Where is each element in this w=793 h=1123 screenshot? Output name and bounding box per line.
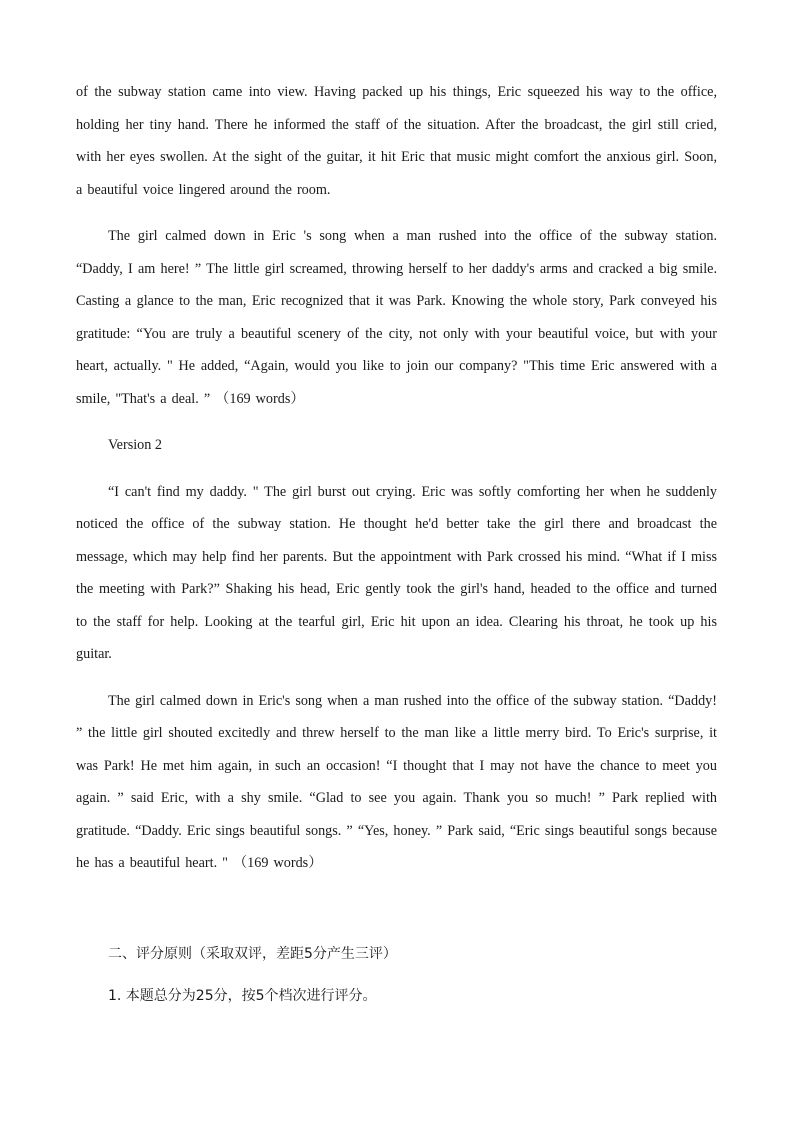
paragraph-gap — [76, 970, 717, 980]
paragraph-gap — [76, 206, 717, 220]
paragraph-gap — [76, 671, 717, 685]
essay-paragraph-3: “I can't find my daddy. " The girl burst out crying. Eric was softly comforting her when he suddenly noticed the office of the subway station. He thought he'd better take the girl there and broadcast the message, which may help find her parents. But the appointment with Park crossed his mind. “What if I miss the meeting with Park?” Shaking his head, Eric gently took the girl's hand, headed to the office and turned to the staff for help. Looking at the tearful girl, Eric hit upon an idea. Clearing his throat, he took up his guitar. — [76, 483, 717, 662]
paragraph-gap — [76, 415, 717, 429]
essay-paragraph-1: of the subway station came into view. Having packed up his things, Eric squeezed his way to the office, holding her tiny hand. There he informed the staff of the situation. After the broadcast, the girl still cried, with her eyes swollen. At the sight of the guitar, it hit Eric that music might comfort the anxious girl. Soon, a beautiful voice lingered around the room. — [76, 84, 717, 198]
version-label: Version 2 — [108, 437, 162, 453]
section-gap — [76, 880, 717, 938]
paragraph-gap — [76, 462, 717, 476]
scoring-section-heading: 二、评分原则（采取双评，差距5分产生三评） — [108, 945, 397, 962]
essay-paragraph-2: The girl calmed down in Eric 's song when a man rushed into the office of the subway station. “Daddy, I am here! ” The little girl screamed, throwing herself to her daddy's arms and cracked a big smile. Casting a glance to the man, Eric recognized that it was Park. Knowing the whole story, Park conveyed his gratitude: “You are truly a beautiful scenery of the city, not only with your beautiful voice, but with your heart, actually. " He added, “Again, would you like to join our company? "This time Eric answered with a smile, "That's a deal. ” （169 words） — [76, 228, 717, 407]
scoring-item-1: 1. 本题总分为25分，按5个档次进行评分。 — [108, 987, 377, 1004]
essay-paragraph-4: The girl calmed down in Eric's song when a man rushed into the office of the subway station. “Daddy! ” the little girl shouted excitedly and threw herself to the man like a little merry bird. To Eric's surprise, it was Park! He met him again, in such an occasion! “I thought that I may not have the chance to meet you again. ” said Eric, with a shy smile. “Glad to see you again. Thank you so much! ” Park replied with gratitude. “Daddy. Eric sings beautiful songs. ” “Yes, honey. ” Park said, “Eric sings beautiful songs because he has a beautiful heart. " （169 words） — [76, 692, 717, 871]
